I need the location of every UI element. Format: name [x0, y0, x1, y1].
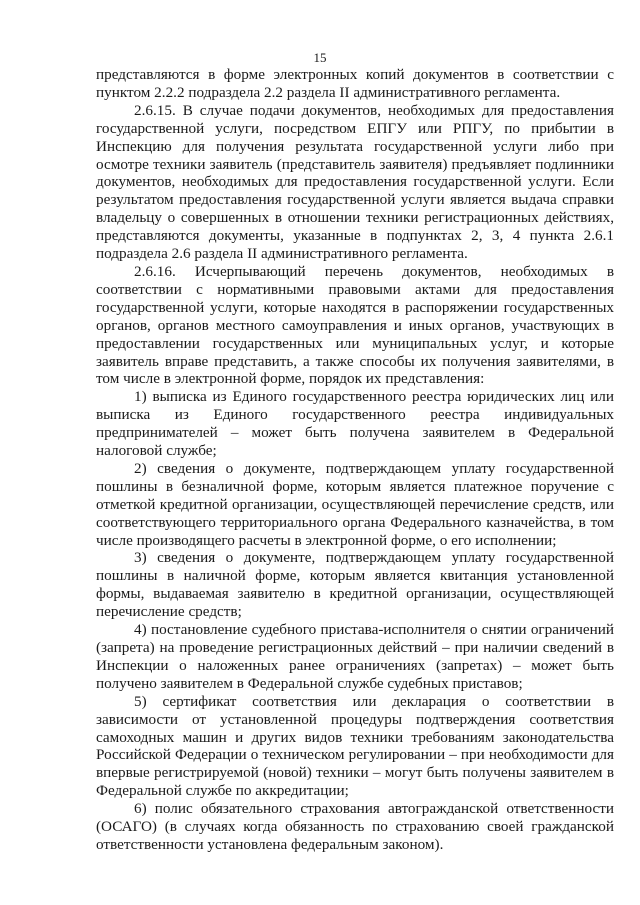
- document-body: [96, 66, 614, 854]
- list-item-1: 1) выписка из Единого государственного реестра юридических лиц или выписка из Единого государственного реестра индивидуальных предпринимателей – может быть получена заявителем в Федеральной налоговой службе;: [96, 388, 614, 460]
- list-item-6: 6) полис обязательного страхования автогражданской ответственности (ОСАГО) (в случаях когда обязанность по страхованию своей гражданской ответственности установлена федеральным законом).: [96, 800, 614, 853]
- paragraph-2-6-16: 2.6.16. Исчерпывающий перечень документов, необходимых в соответствии с нормативными правовыми актами для предоставления государственной услуги, которые находятся в распоряжении государственных органов, органов местного самоуправления и иных органов, участвующих в предоставлении государственных или муниципальных услуг, и которые заявитель вправе представить, а также способы их получения заявителями, в том числе в электронной форме, порядок их представления:: [96, 262, 614, 388]
- page-number: 15: [313, 50, 327, 65]
- paragraph-2-6-15: 2.6.15. В случае подачи документов, необходимых для предоставления государственной услуги, посредством ЕПГУ или РПГУ, по прибытии в Инспекцию для получения результата государственной услуги либо при осмотре техники заявитель (представитель заявителя) предъявляет подлинники документов, необходимых для предоставления государственной услуги. Если результатом предоставления государственной услуги является выдача справки владельцу о совершенных в отношении техники регистрационных действиях, представляются документы, указанные в подпунктах 2, 3, 4 пункта 2.6.1 подраздела 2.6 раздела II административного регламента.: [96, 101, 614, 263]
- list-item-3: 3) сведения о документе, подтверждающем уплату государственной пошлины в наличной форме, которым является квитанция установленной формы, выдаваемая заявителю в кредитной организации, осуществляющей перечисление средств;: [96, 549, 614, 621]
- list-item-2: 2) сведения о документе, подтверждающем уплату государственной пошлины в безналичной форме, которым является платежное поручение с отметкой кредитной организации, осуществляющей перечисление средств, или соответствующего территориального органа Федерального казначейства, в том числе производящего расчеты в электронной форме, о его исполнении;: [96, 459, 614, 549]
- list-item-4: 4) постановление судебного пристава-исполнителя о снятии ограничений (запрета) на проведение регистрационных действий – при наличии сведений в Инспекции о наложенных ранее ограничениях (запретах) – может быть получено заявителем в Федеральной службе судебных приставов;: [96, 621, 614, 692]
- paragraph-continuation: представляются в форме электронных копий документов в соответствии с пунктом 2.2.2 подраздела 2.2 раздела II административного регламента.: [96, 66, 614, 101]
- list-item-5: 5) сертификат соответствия или декларация о соответствии в зависимости от установленной процедуры подтверждения соответствия самоходных машин и других видов техники требованиям законодательства Российской Федерации о техническом регулировании – при необходимости для впервые регистрируемой (новой) техники – могут быть получены заявителем в Федеральной службе по аккредитации;: [96, 692, 614, 800]
